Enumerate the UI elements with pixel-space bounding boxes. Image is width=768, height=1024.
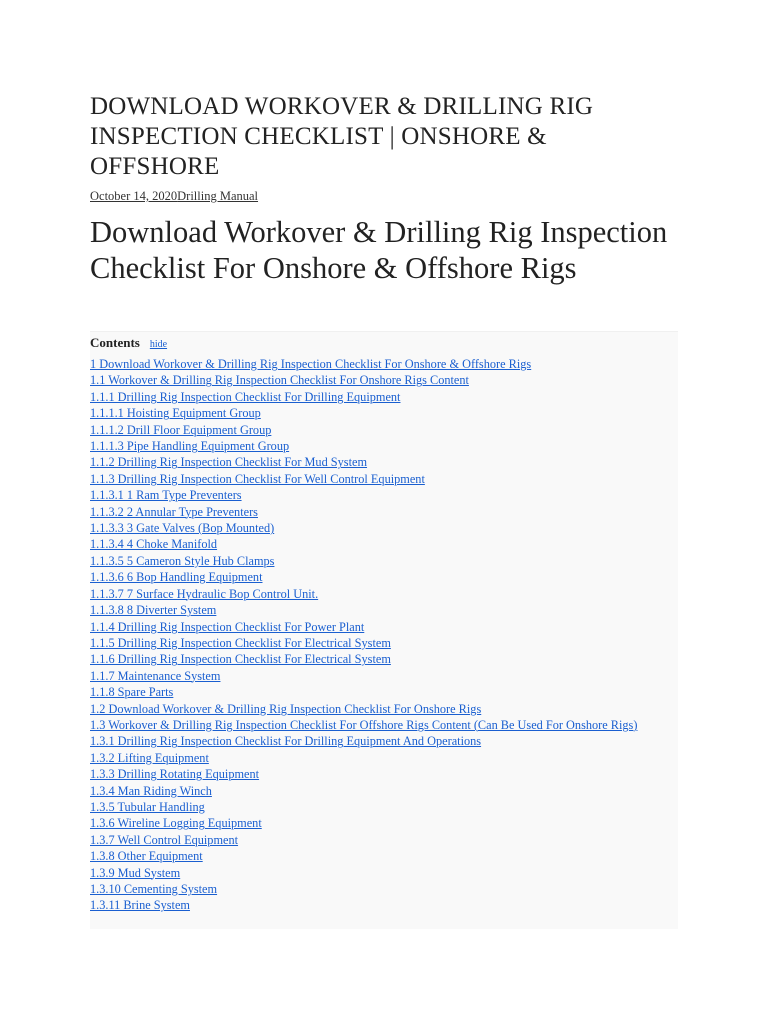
toc-list-item [90, 766, 678, 782]
toc-list-item [90, 553, 678, 569]
toc-list-item [90, 865, 678, 881]
toc-list-item [90, 586, 678, 602]
toc-item-link[interactable]: 1 Download Workover & Drilling Rig Inspection Checklist For Onshore & Offshore Rigs [90, 357, 532, 371]
toc-list-item [90, 487, 678, 503]
toc-item-link[interactable]: 1.1.3.4 4 Choke Manifold [90, 537, 218, 552]
toc-item-link[interactable]: 1.1.3.3 3 Gate Valves (Bop Mounted) [90, 521, 275, 536]
toc-item-link[interactable]: 1.3.1 Drilling Rig Inspection Checklist For Drilling Equipment And Operations [90, 734, 482, 749]
toc-item-link[interactable]: 1.1.4 Drilling Rig Inspection Checklist For Power Plant [90, 619, 365, 634]
toc-item-link[interactable]: 1.1.3.6 6 Bop Handling Equipment [90, 570, 263, 585]
toc-item-link[interactable]: 1.3 Workover & Drilling Rig Inspection Checklist For Offshore Rigs Content (Can Be Used For Onshore Rigs) [90, 717, 638, 732]
post-meta [90, 188, 258, 204]
toc-list-item [90, 569, 678, 585]
toc-list-item [90, 815, 678, 831]
article-heading: Download Workover & Drilling Rig Inspection Checklist For Onshore & Offshore Rigs [90, 215, 668, 285]
toc-list-item [90, 602, 678, 618]
toc-list-item [90, 651, 678, 667]
toc-item-link[interactable]: 1.1 Workover & Drilling Rig Inspection Checklist For Onshore Rigs Content [90, 373, 469, 388]
table-of-contents [90, 331, 678, 929]
toc-item-link[interactable]: 1.2 Download Workover & Drilling Rig Inspection Checklist For Onshore Rigs [90, 701, 482, 716]
toc-list-item [90, 422, 678, 438]
toc-list-item [90, 635, 678, 651]
post-category-link[interactable]: Drilling Manual [177, 189, 259, 203]
toc-item-link[interactable]: 1.3.7 Well Control Equipment [90, 832, 239, 847]
toc-item-link[interactable]: 1.1.1.2 Drill Floor Equipment Group [90, 422, 272, 437]
toc-item-link[interactable]: 1.3.5 Tubular Handling [90, 799, 205, 814]
toc-list-item [90, 668, 678, 684]
toc-item-link[interactable]: 1.3.8 Other Equipment [90, 849, 203, 864]
toc-list-item [90, 454, 678, 470]
toc-list-item [90, 881, 678, 897]
toc-list-item [90, 733, 678, 749]
toc-item-link[interactable]: 1.1.7 Maintenance System [90, 668, 221, 683]
toc-item-link[interactable]: 1.1.1 Drilling Rig Inspection Checklist For Drilling Equipment [90, 389, 401, 404]
toc-list-item [90, 471, 678, 487]
toc-item-link[interactable]: 1.1.3.5 5 Cameron Style Hub Clamps [90, 553, 275, 568]
toc-item-link[interactable]: 1.3.6 Wireline Logging Equipment [90, 816, 262, 831]
toc-item-link[interactable]: 1.1.3.8 8 Diverter System [90, 603, 217, 618]
toc-list-item [90, 536, 678, 552]
toc-list-item [90, 717, 678, 733]
toc-item-link[interactable]: 1.1.6 Drilling Rig Inspection Checklist For Electrical System [90, 652, 391, 667]
toc-item-link[interactable]: 1.3.11 Brine System [90, 898, 190, 913]
toc-list-item [90, 832, 678, 848]
toc-item-link[interactable]: 1.3.9 Mud System [90, 865, 181, 880]
post-date-link[interactable]: October 14, 2020 [90, 189, 178, 203]
toc-list-item [90, 848, 678, 864]
toc-list-item [90, 405, 678, 421]
toc-item-link[interactable]: 1.1.3.7 7 Surface Hydraulic Bop Control Unit. [90, 586, 319, 601]
toc-hide-toggle[interactable]: hide [149, 339, 168, 350]
toc-item-link[interactable]: 1.1.2 Drilling Rig Inspection Checklist For Mud System [90, 455, 368, 470]
toc-list-item [90, 750, 678, 766]
toc-item-link[interactable]: 1.1.3.1 1 Ram Type Preventers [90, 488, 242, 503]
toc-item-link[interactable]: 1.3.2 Lifting Equipment [90, 750, 209, 765]
toc-list-item [90, 520, 678, 536]
post-title: DOWNLOAD WORKOVER & DRILLING RIG INSPECTION CHECKLIST | ONSHORE & OFFSHORE [90, 93, 594, 180]
toc-item-link[interactable]: 1.1.8 Spare Parts [90, 685, 174, 700]
toc-list-item [90, 799, 678, 815]
toc-title: Contents [90, 335, 140, 350]
toc-list-item [90, 356, 678, 372]
toc-item-link[interactable]: 1.1.3 Drilling Rig Inspection Checklist For Well Control Equipment [90, 471, 425, 486]
toc-item-link[interactable]: 1.1.3.2 2 Annular Type Preventers [90, 504, 258, 519]
toc-item-link[interactable]: 1.3.4 Man Riding Winch [90, 783, 212, 798]
toc-list-item [90, 389, 678, 405]
toc-list-item [90, 783, 678, 799]
toc-list-item [90, 372, 678, 388]
toc-list [90, 356, 678, 914]
toc-list-item [90, 897, 678, 913]
toc-item-link[interactable]: 1.1.5 Drilling Rig Inspection Checklist For Electrical System [90, 635, 391, 650]
toc-item-link[interactable]: 1.1.1.3 Pipe Handling Equipment Group [90, 439, 290, 454]
toc-list-item [90, 619, 678, 635]
toc-list-item [90, 438, 678, 454]
toc-item-link[interactable]: 1.3.3 Drilling Rotating Equipment [90, 767, 260, 782]
toc-list-item [90, 701, 678, 717]
toc-item-link[interactable]: 1.3.10 Cementing System [90, 882, 218, 896]
toc-header [90, 334, 167, 352]
toc-list-item [90, 684, 678, 700]
toc-list-item [90, 504, 678, 520]
toc-item-link[interactable]: 1.1.1.1 Hoisting Equipment Group [90, 406, 261, 421]
